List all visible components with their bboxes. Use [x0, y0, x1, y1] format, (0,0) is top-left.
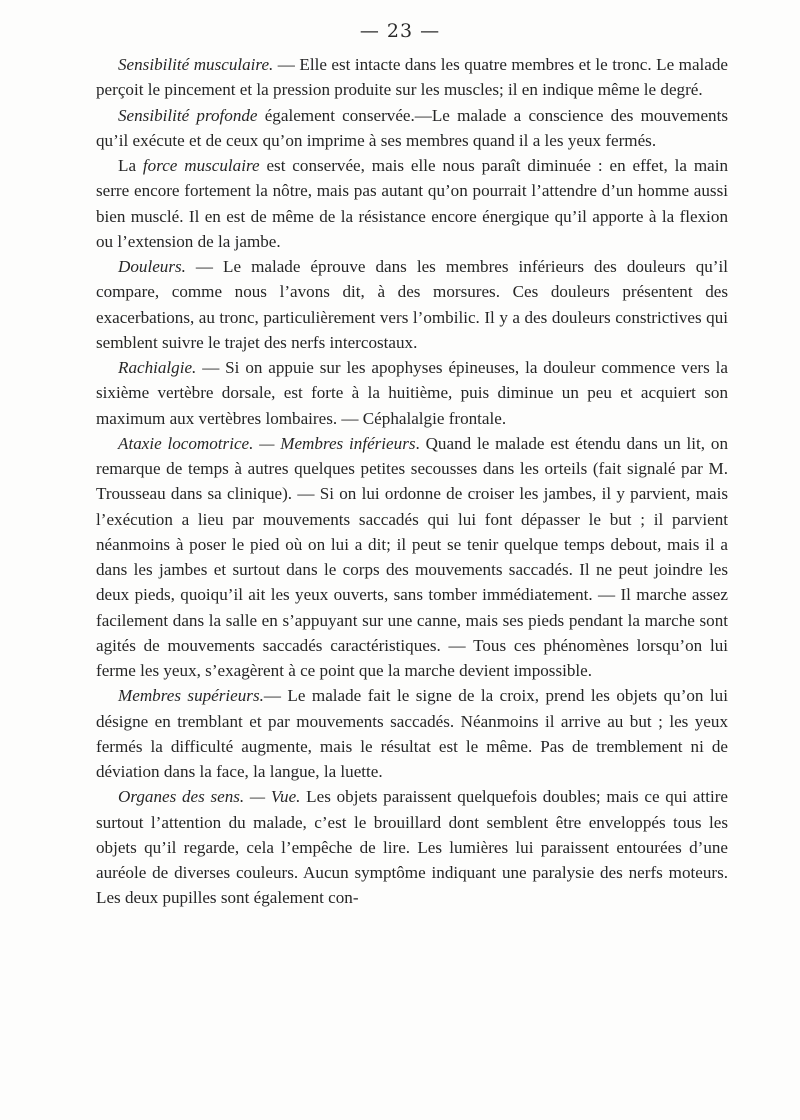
paragraph-ataxie-locomotrice — [96, 431, 728, 684]
body-text — [96, 52, 728, 911]
paragraph-text: — Si on appuie sur les apophyses épineuses, la douleur commence vers la sixième vertèbre dorsale, est forte à la huitième, puis diminue un peu et acquiert son maximum aux vertèbres lombaires. — Céphalalgie frontale. — [96, 358, 728, 428]
paragraph-heading: Organes des sens. — Vue. — [118, 787, 301, 807]
paragraph-text: — Le malade fait le signe de la croix, prend les objets qu’on lui désigne en tremblant et par mouvements saccadés. Néanmoins il arrive au but ; les yeux fermés la difficulté augmente, mais le résultat est le même. Pas de tremblement ni de déviation dans la face, la langue, la luette. — [96, 686, 728, 781]
paragraph-text: Les objets paraissent quelquefois doubles; mais ce qui attire surtout l’attention du malade, c’est le brouillard dont semblent être enveloppés tous les objets qu’il regarde, cela l’empêche de lire. Les lumières lui paraissent entourées d’une auréole de diverses couleurs. Aucun symptôme indiquant une paralysie des nerfs moteurs. Les deux pupilles sont également con- — [96, 787, 728, 908]
paragraph-heading: Sensibilité profonde — [118, 105, 258, 125]
paragraph-heading: Sensibilité musculaire. — [118, 55, 274, 74]
paragraph-prefix: La — [118, 156, 143, 175]
paragraph-heading: Membres supérieurs. — [118, 686, 264, 706]
paragraph-text: est conservée, mais elle nous paraît diminuée : en effet, la main serre encore fortement la nôtre, mais pas autant qu’on pourrait l’attendre d’un homme aussi bien musclé. Il en est de même de la résistance encore énergique qu’il apporte à la flexion ou l’extension de la jambe. — [96, 156, 728, 251]
paragraph-rachialgie — [96, 355, 728, 431]
paragraph-sensibilite-musculaire — [96, 52, 728, 103]
paragraph-text: — Elle est intacte dans les quatre membres et le tronc. Le malade perçoit le pincement et la pression produite sur les muscles; il en indique même le degré. — [96, 55, 728, 100]
paragraph-heading: Douleurs. — [118, 257, 186, 276]
paragraph-sensibilite-profonde — [96, 103, 728, 154]
paragraph-organes-des-sens — [96, 784, 728, 910]
paragraph-heading: Rachialgie. — [118, 358, 197, 377]
paragraph-text: — Le malade éprouve dans les membres inférieurs des douleurs qu’il compare, comme nous l’avons dit, à des morsures. Ces douleurs présentent des exacerbations, au tronc, particulièrement vers l’ombilic. Il y a des douleurs constrictives qui semblent suivre le trajet des nerfs intercostaux. — [96, 257, 728, 352]
paragraph-heading: Ataxie locomotrice. — Membres inférieurs — [118, 433, 416, 453]
paragraph-text: également conservée.—Le malade a conscience des mouvements qu’il exécute et de ceux qu’on imprime à ses membres quand il a les yeux fermés. — [96, 105, 728, 150]
paragraph-douleurs — [96, 254, 728, 355]
paragraph-heading: force musculaire — [142, 156, 260, 175]
page-number: — 23 — — [359, 20, 441, 42]
paragraph-force-musculaire — [96, 153, 728, 254]
paragraph-membres-superieurs — [96, 683, 728, 784]
paragraph-text: . Quand le malade est étendu dans un lit, on remarque de temps à autres quelques petites secousses dans les orteils (fait signalé par M. Trousseau dans sa clinique). — Si on lui ordonne de croiser les jambes, il y parvient, mais l’exécution a lieu par mouvements saccadés qui lui font dépasser le but ; il parvient néanmoins à poser le pied où on lui a dit; il peut se tenir quelque temps debout, mais il a dans les jambes et surtout dans le corps des mouvements saccadés. Il ne peut joindre les deux pieds, quoiqu’il ait les yeux ouverts, sans tomber immédiatement. — Il marche assez facilement dans la salle en s’appuyant sur une canne, mais ses pieds pendant la marche sont agités de mouvements saccadés caractéristiques. — Tous ces phénomènes lorsqu’on lui ferme les yeux, s’exagèrent à ce point que la marche devient impossible. — [96, 433, 728, 680]
